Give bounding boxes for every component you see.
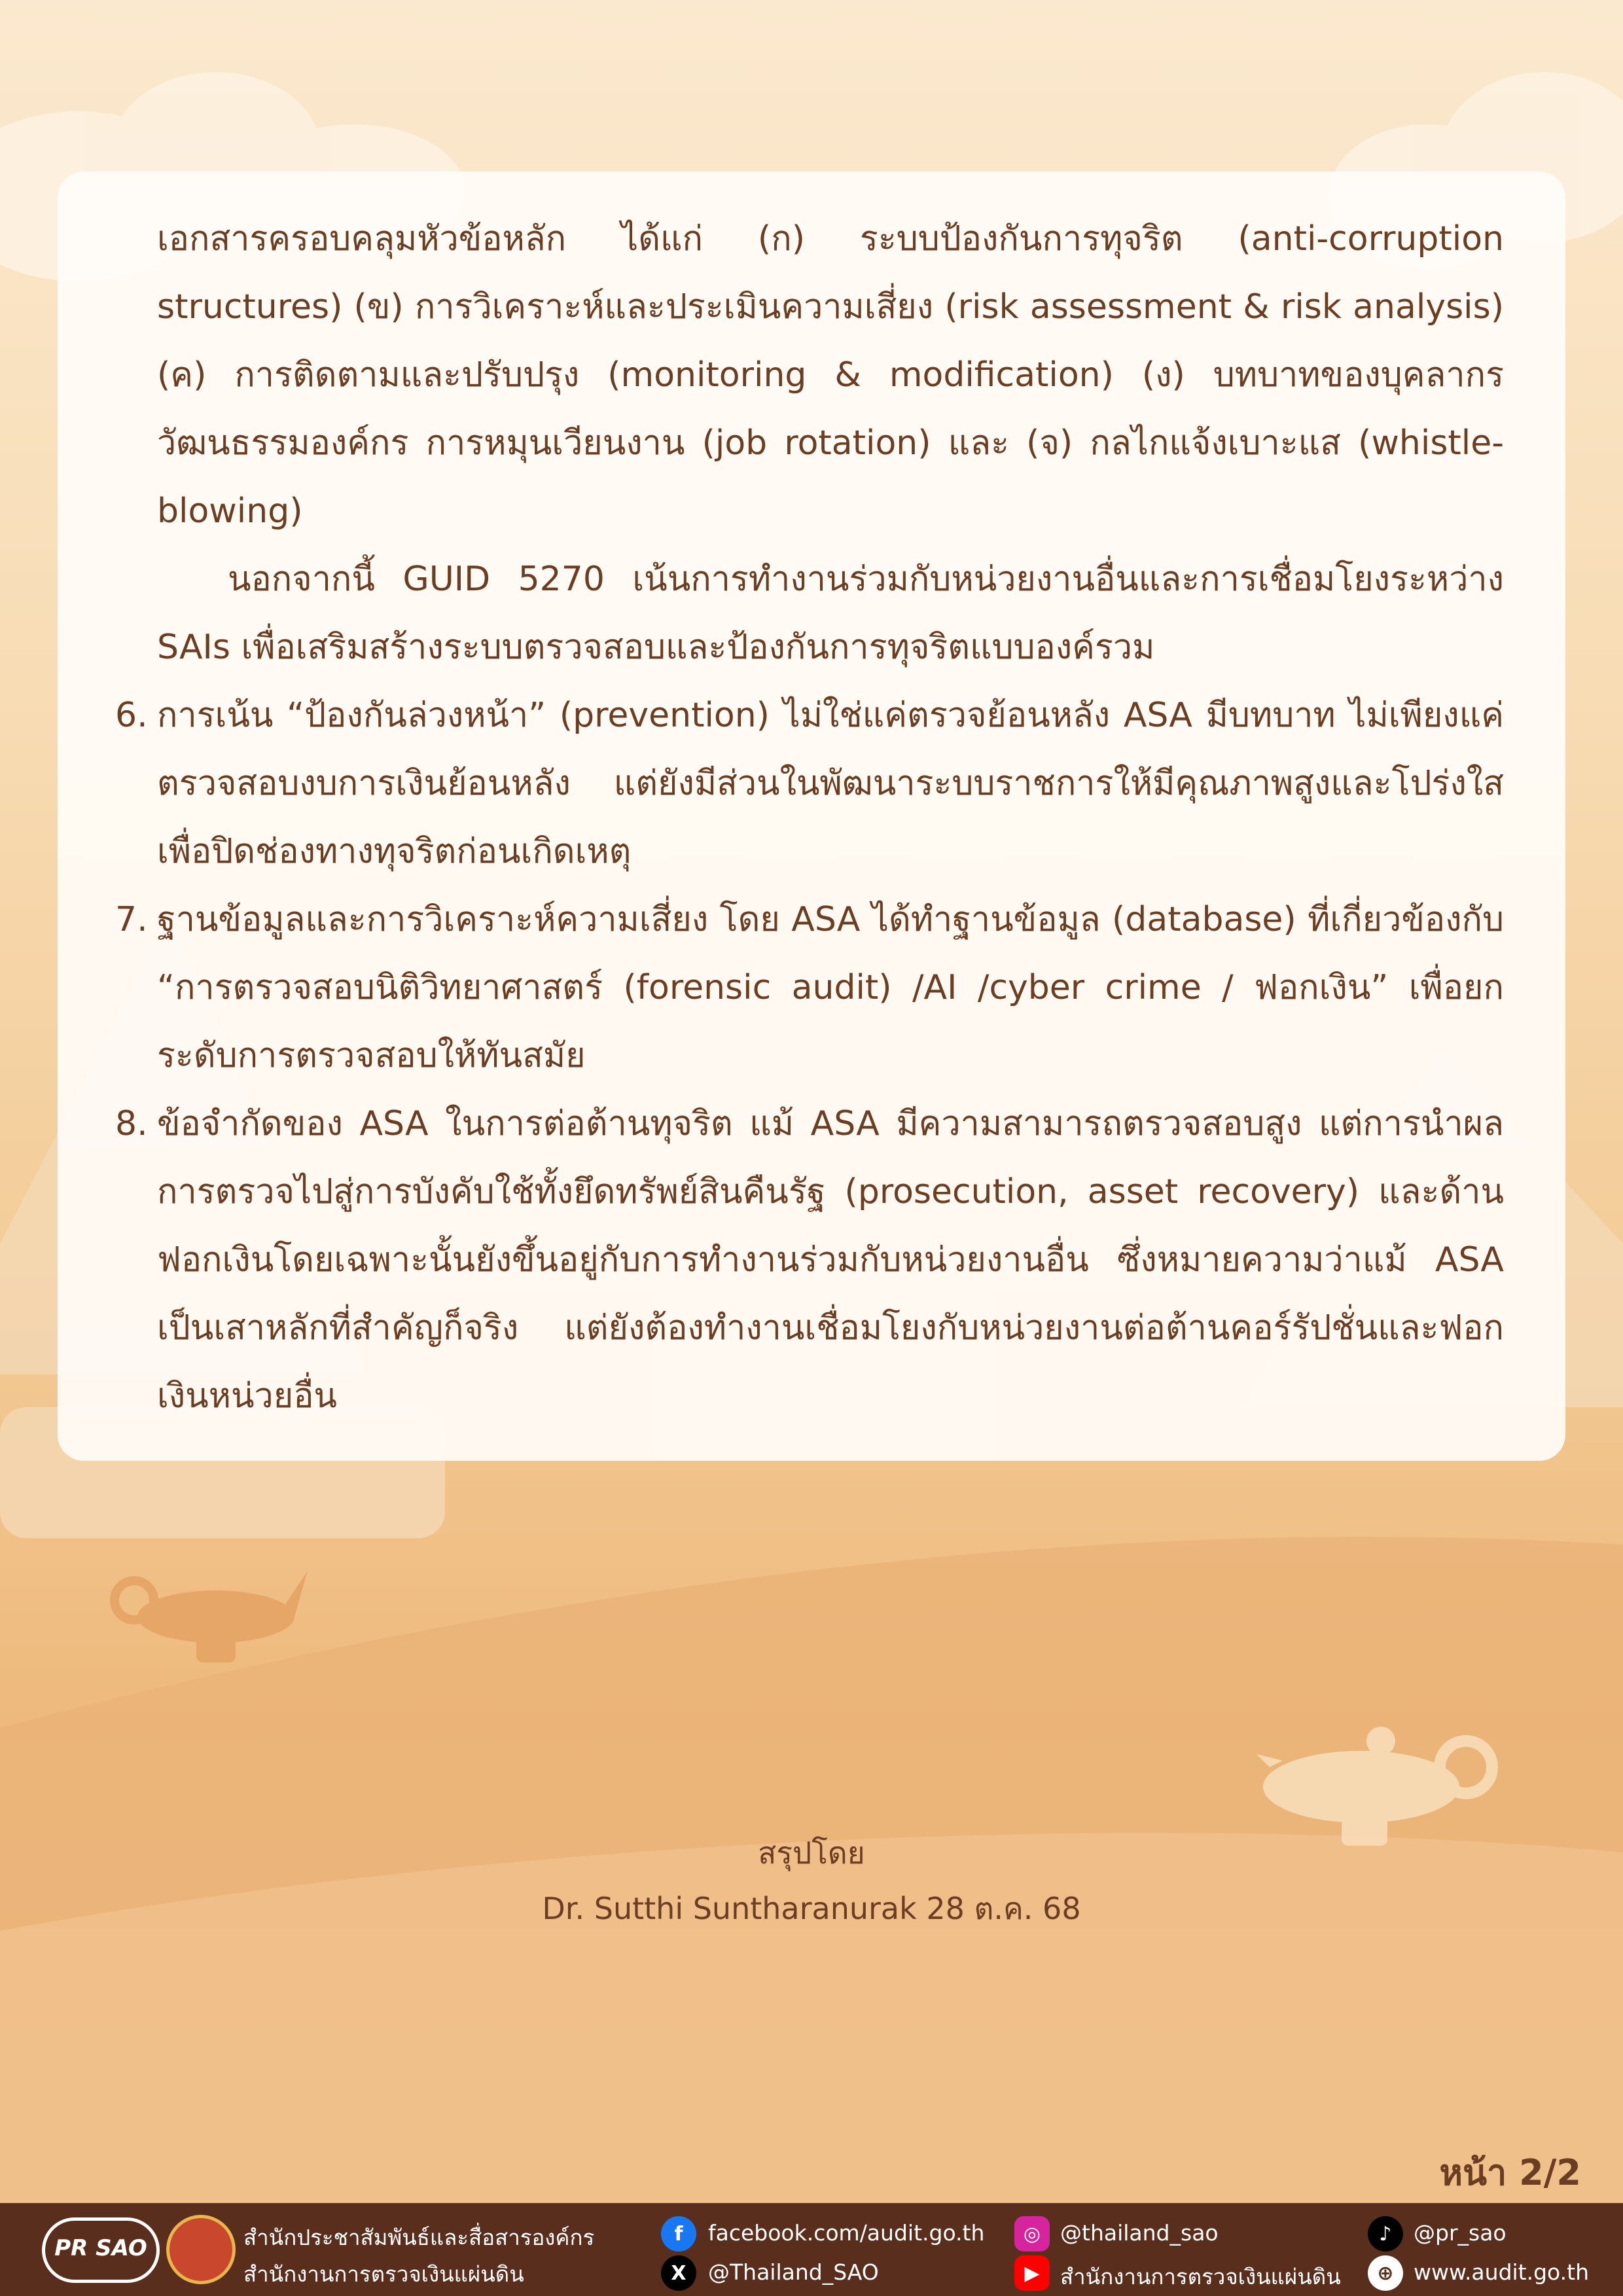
list-item-7: ฐานข้อมูลและการวิเคราะห์ความเสี่ยง โดย ASA ได้ทำฐานข้อมูล (database) ที่เกี่ยวข้องกับ “การตรวจสอบนิติวิทยาศาสตร์ (forensic audit) /AI /cyber crime / ฟอกเงิน” เพื่อยกระดับการตรวจสอบให้ทันสมัย (157, 900, 1504, 1075)
x-link[interactable]: @Thailand_SAO (708, 2259, 879, 2285)
x-icon[interactable]: X (661, 2255, 696, 2291)
summary-author: Dr. Sutthi Suntharanurak 28 ต.ค. 68 (542, 1891, 1081, 1926)
org-name-line1: สำนักประชาสัมพันธ์และสื่อสารองค์กร (243, 2225, 595, 2250)
org-name-line2: สำนักงานการตรวจเงินแผ่นดิน (243, 2261, 524, 2287)
youtube-link[interactable]: สำนักงานการตรวจเงินแผ่นดิน (1060, 2264, 1341, 2289)
instagram-link[interactable]: @thailand_sao (1060, 2220, 1219, 2246)
list-item-6: การเน้น “ป้องกันล่วงหน้า” (prevention) ไม่ใช่แค่ตรวจย้อนหลัง ASA มีบทบาท ไม่เพียงแค่ตรวจสอบงบการเงินย้อนหลัง แต่ยังมีส่วนในพัฒนาระบบราชการให้มีคุณภาพสูงและโปร่งใส เพื่อปิดช่องทางทุจริตก่อนเกิดเหตุ (157, 696, 1504, 871)
summary-by-label: สรุปโดย (758, 1835, 865, 1871)
facebook-link[interactable]: facebook.com/audit.go.th (708, 2220, 985, 2246)
website-link[interactable]: www.audit.go.th (1414, 2259, 1590, 2285)
list-number-6: 6. (115, 696, 148, 735)
page-number: หน้า 2/2 (1439, 2152, 1581, 2193)
paragraph-guid-5270: นอกจากนี้ GUID 5270 เน้นการทำงานร่วมกับหน่วยงานอื่นและการเชื่อมโยงระหว่าง SAIs เพื่อเสริมสร้างระบบตรวจสอบและป้องกันการทุจริตแบบองค์รวม (157, 560, 1504, 667)
pr-sao-logo-text: PR SAO (54, 2235, 147, 2261)
paragraph-anti-corruption-topics: เอกสารครอบคลุมหัวข้อหลัก ได้แก่ (ก) ระบบป้องกันการทุจริต (anti-corruption structures) (ข) การวิเคราะห์และประเมินความเสี่ยง (risk assessment & risk analysis) (ค) การติดตามและปรับปรุง (monitoring & modification) (ง) บทบาทของบุคลากร วัฒนธรรมองค์กร การหมุนเวียนงาน (job rotation) และ (จ) กลไกแจ้งเบาะแส (whistle-blowing) (157, 219, 1504, 531)
list-number-8: 8. (115, 1104, 148, 1143)
list-number-7: 7. (115, 900, 148, 939)
instagram-icon[interactable]: ◎ (1014, 2216, 1050, 2251)
youtube-icon[interactable]: ▶ (1014, 2255, 1050, 2291)
globe-icon[interactable]: ⊕ (1368, 2255, 1403, 2291)
footer-bar (0, 2203, 1623, 2296)
tiktok-link[interactable]: @pr_sao (1414, 2220, 1507, 2246)
pr-sao-logo (42, 2217, 160, 2283)
tiktok-icon[interactable]: ♪ (1368, 2216, 1403, 2251)
facebook-icon[interactable]: f (661, 2216, 696, 2251)
list-item-8: ข้อจำกัดของ ASA ในการต่อต้านทุจริต แม้ ASA มีความสามารถตรวจสอบสูง แต่การนำผลการตรวจไปสู่การบังคับใช้ทั้งยึดทรัพย์สินคืนรัฐ (prosecution, asset recovery) และด้านฟอกเงินโดยเฉพาะนั้นยังขึ้นอยู่กับการทำงานร่วมกับหน่วยงานอื่น ซึ่งหมายความว่าแม้ ASA เป็นเสาหลักที่สำคัญก็จริง แต่ยังต้องทำงานเชื่อมโยงกับหน่วยงานต่อต้านคอร์รัปชั่นและฟอกเงินหน่วยอื่น (157, 1104, 1504, 1416)
sao-seal-icon (166, 2215, 236, 2284)
